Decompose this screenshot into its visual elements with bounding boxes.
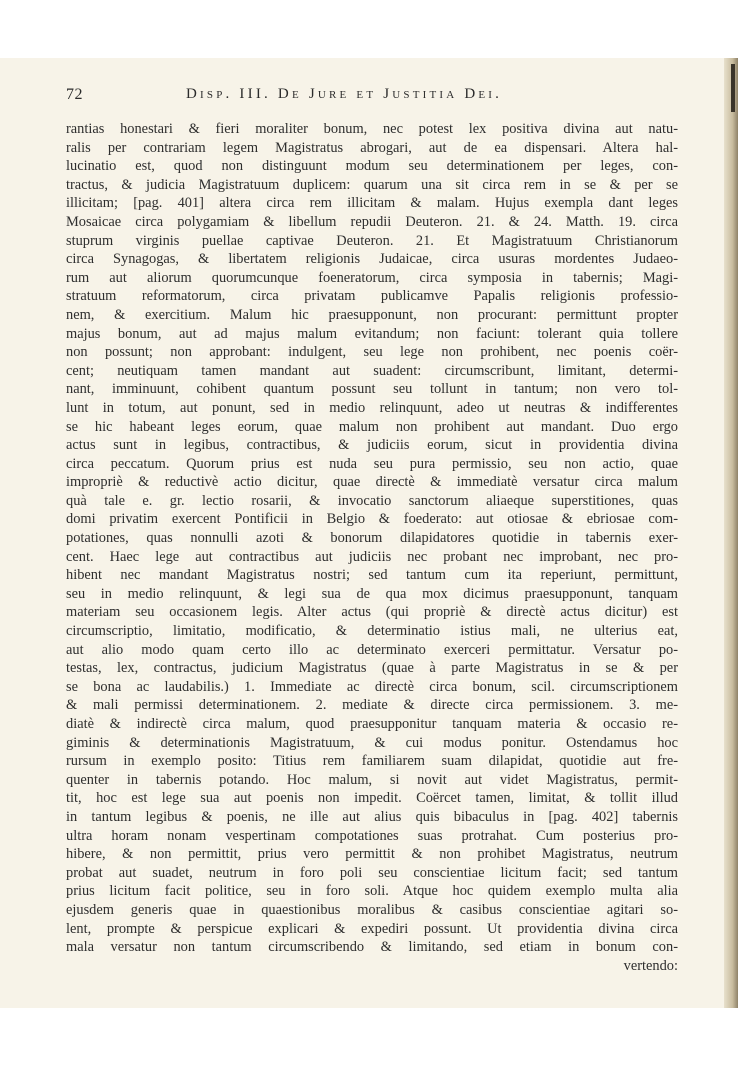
text-line: nem, & exercitium. Malum hic praesupponunt, non procurant: permittunt propter [66,306,678,323]
text-line: rum aut aliorum quorumcunque foeneratorum, circa symposia in tabernis; Magi- [66,269,678,286]
text-line: vertendo: [623,957,678,974]
text-line: ultra horam nonam vespertinam compotationes suas protrahat. Cum posterius pro- [66,827,678,844]
text-line: lucinatio est, quod non distinguunt modum seu determinationem per leges, con- [66,158,678,175]
text-line: prius licitum facit politice, seu in foro soli. Atque hoc quidem exemplo multa alia [66,883,678,900]
text-line: illicitam; [pag. 401] altera circa rem illicitam & malam. Hujus exempla dant leges [66,195,678,212]
text-line: nant, imminuunt, cohibent quantum possunt seu tollunt in tantum; non vero tol- [66,381,678,398]
text-line: stratuum reformatorum, circa privatam publicamve Papalis religionis professio- [66,288,678,305]
text-line: tit, hoc est lege sua aut poenis non impedit. Coërcet tamen, limitat, & tollit illud [66,790,678,807]
text-line: quenter in tabernis potando. Hoc malum, si novit aut videt Magistratus, permit- [66,771,678,788]
scanned-page [0,58,738,1008]
text-line: se hic habeant leges eorum, quae malum non prohibent aut mandant. Duo ergo [66,418,678,435]
text-line: ejusdem generis quae in quaestionibus moralibus & casibus conscientiae agitari so- [66,901,678,918]
text-line: actus sunt in legibus, contractibus, & judiciis eorum, sicut in providentia divina [66,437,678,454]
text-line: se bona ac laudabilis.) 1. Immediate ac directè circa bonum, scil. circumscriptionem [66,678,678,695]
text-line: circa peccatum. Quorum prius est nuda seu pura permissio, seu non actio, quae [66,455,678,472]
text-line: giminis & determinationis Magistratuum, & cui modus ponitur. Ostendamus hoc [66,734,678,751]
text-line: tractus, & judicia Magistratuum duplicem: quarum una sit circa rem in se & per se [66,176,678,193]
text-line: testas, lex, contractus, judicium Magistratus (quae à parte Magistratus in se & per [66,660,678,677]
book-spine-edge [724,58,738,1008]
text-line: domi privatim exercent Pontificii in Belgio & foederato: aut otiosae & ebriosae com- [66,511,678,528]
text-line: mala versatur non tantum circumscribendo & limitando, sed etiam in bonum con- [66,939,678,956]
text-line: materiam seu occasionem legis. Alter actus (qui propriè & directè actus dicitur) est [66,604,678,621]
text-line: aut alio modo quam certo illo ac determinato exerceri permittatur. Versatur po- [66,641,678,658]
text-line: circumscriptio, limitatio, modificatio, & determinatio istius mali, ne ulterius eat, [66,623,678,640]
text-line: lunt in totum, aut ponunt, sed in medio relinquunt, adeo ut neutras & indifferentes [66,399,678,416]
text-line: ralis per contrariam legem Magistratus abrogari, aut de ea dispensari. Altera hal- [66,139,678,156]
text-line: cent. Haec lege aut contractibus aut judiciis nec probant nec improbant, nec pro- [66,548,678,565]
text-line: probat aut suadet, neutrum in foro poli seu conscientiae licitum facit; sed tantum [66,864,678,881]
text-line: seu in medio relinquunt, & legi sua de qua mox dicimus praesupponunt, tanquam [66,585,678,602]
spine-mark [731,64,735,112]
text-line: cent; neutiquam tamen mandant aut suadent: circumscribunt, limitant, determi- [66,362,678,379]
text-line: quà tale e. gr. lectio rosarii, & invocatio sanctorum aliaeque superstitiones, quas [66,492,678,509]
running-head: Disp. III. De Jure et Justitia Dei. [186,86,503,102]
body-text [66,120,678,975]
text-line: majus bonum, aut ad majus malum evitandum; non faciunt: tolerant quia tollere [66,325,678,342]
text-line: circa Synagogas, & libertatem religionis Judaicae, circa usuras mordentes Judaeo- [66,251,678,268]
text-line: lent, prompte & perspicue explicari & expediri possunt. Ut providentia divina circa [66,920,678,937]
page-number: 72 [66,86,83,103]
text-line: hibere, & non permittit, prius vero permittit & non prohibet Magistratus, neutrum [66,846,678,863]
text-line: potationes, quas nonnulli azoti & bonorum dilapidatores quotidie in tabernis exer- [66,530,678,547]
text-line: & mali permissi determinationem. 2. mediate & directe circa permissionem. 3. me- [66,697,678,714]
text-line: diatè & indirectè circa malum, quod praesupponitur tanquam materia & occasio re- [66,716,678,732]
text-line: hibent nec mandant Magistratus nostri; sed tantum cum ita reperiunt, permittunt, [66,567,678,584]
text-line: impropriè & reductivè actio dicitur, quae directè & immediatè versatur circa malum [66,474,678,491]
text-line: Mosaicae circa polygamiam & libellum repudii Deuteron. 21. & 24. Matth. 19. circa [66,213,678,230]
text-line: stuprum virginis puellae captivae Deuteron. 21. Et Magistratuum Christianorum [66,232,678,249]
text-line: in tantum legibus & poenis, ne ille aut alius quis bibaculus in [pag. 402] tabernis [66,808,678,825]
text-line: non possunt; non approbant: indulgent, seu lege non prohibent, nec poenis coër- [66,344,678,361]
text-line: rursum in exemplo posito: Titius rem familiarem suam dilapidat, quotidie aut fre- [66,753,678,770]
text-line: rantias honestari & fieri moraliter bonum, nec potest lex positiva divina aut natu- [66,121,678,137]
page-header [66,86,678,110]
